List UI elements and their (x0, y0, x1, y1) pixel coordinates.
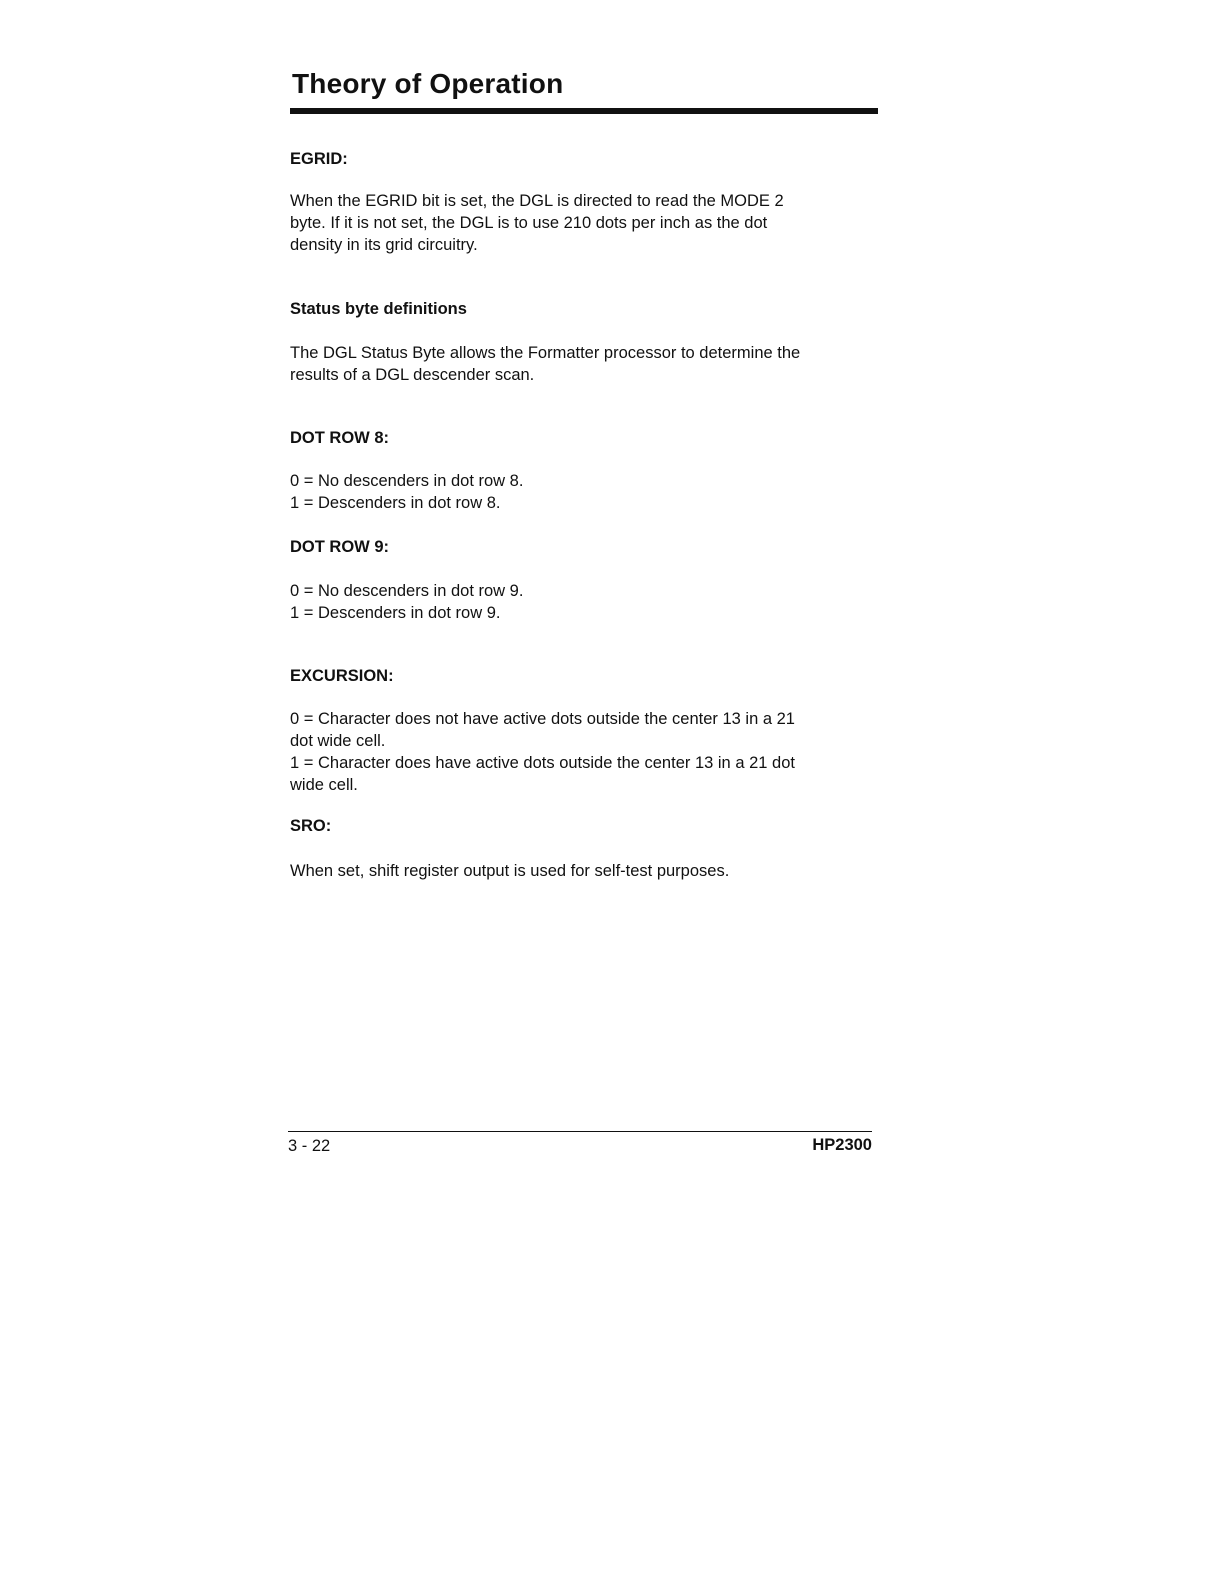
page-number: 3 - 22 (288, 1137, 331, 1155)
dot-row-9-item: 1 = Descenders in dot row 9. (290, 604, 501, 622)
dot-row-9-item: 0 = No descenders in dot row 9. (290, 582, 524, 600)
excursion-item: wide cell. (290, 776, 358, 794)
egrid-paragraph (290, 190, 870, 256)
sro-heading: SRO: (290, 817, 332, 835)
dot-row-8-list (290, 470, 870, 514)
egrid-line: When the EGRID bit is set, the DGL is directed to read the MODE 2 (290, 192, 784, 210)
excursion-list (290, 708, 870, 796)
excursion-heading: EXCURSION: (290, 667, 394, 685)
dot-row-8-heading: DOT ROW 8: (290, 429, 389, 447)
sro-paragraph (290, 860, 870, 882)
excursion-item: dot wide cell. (290, 732, 386, 750)
status-byte-line: The DGL Status Byte allows the Formatter processor to determine the (290, 344, 801, 362)
title-rule (290, 108, 878, 114)
excursion-item: 0 = Character does not have active dots outside the center 13 in a 21 (290, 710, 795, 728)
excursion-item: 1 = Character does have active dots outside the center 13 in a 21 dot (290, 754, 795, 772)
egrid-line: byte. If it is not set, the DGL is to use 210 dots per inch as the dot (290, 214, 768, 232)
footer-rule (288, 1131, 872, 1132)
sro-line: When set, shift register output is used for self-test purposes. (290, 862, 730, 880)
dot-row-9-heading: DOT ROW 9: (290, 538, 389, 556)
status-byte-heading: Status byte definitions (290, 300, 467, 318)
dot-row-8-item: 0 = No descenders in dot row 8. (290, 472, 524, 490)
dot-row-8-item: 1 = Descenders in dot row 8. (290, 494, 501, 512)
egrid-line: density in its grid circuitry. (290, 236, 478, 254)
document-id: HP2300 (812, 1136, 872, 1154)
egrid-heading: EGRID: (290, 150, 348, 168)
dot-row-9-list (290, 580, 870, 624)
status-byte-paragraph (290, 342, 870, 386)
page-title: Theory of Operation (292, 68, 564, 99)
status-byte-line: results of a DGL descender scan. (290, 366, 535, 384)
